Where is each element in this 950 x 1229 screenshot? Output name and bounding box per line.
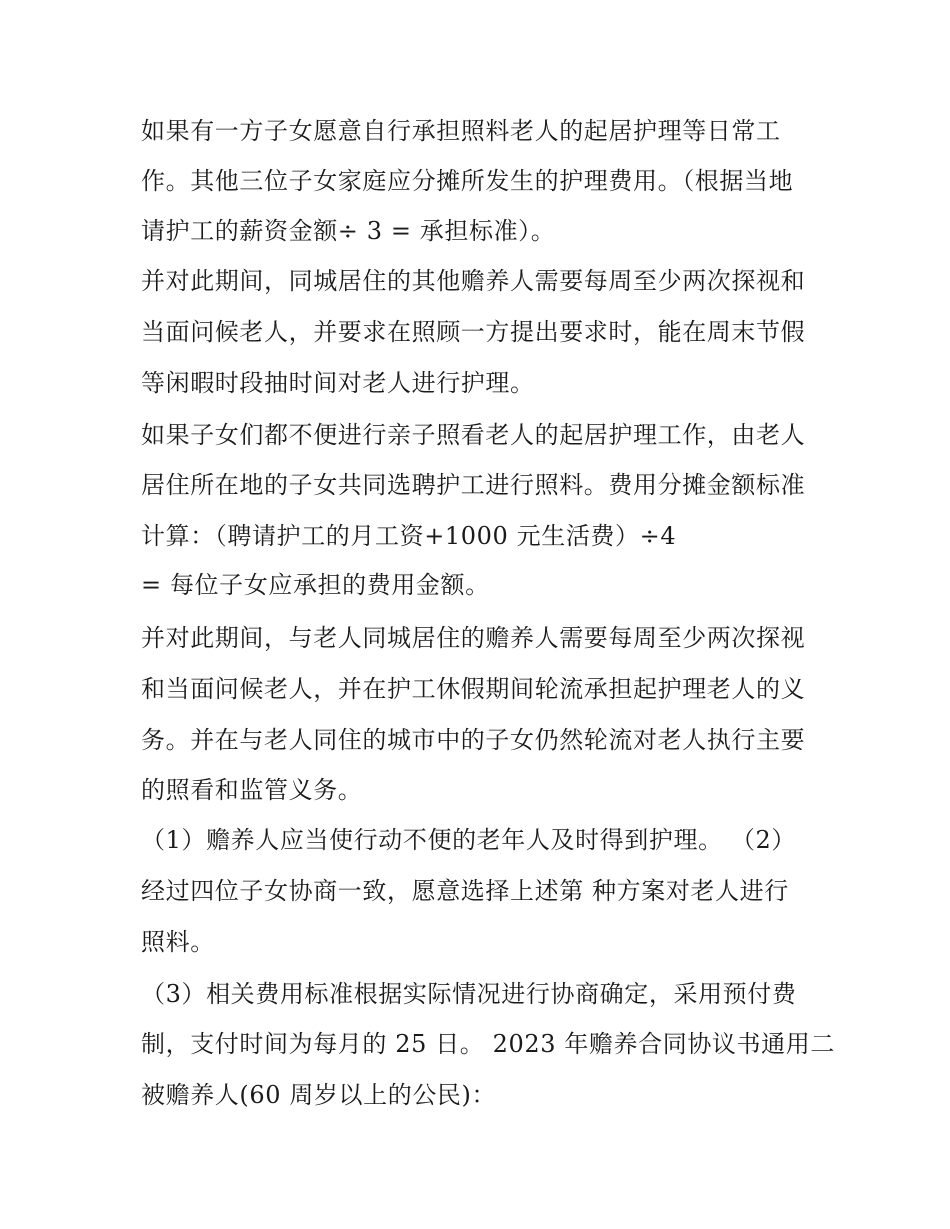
text-line: 和当面问候老人，并在护工休假期间轮流承担起护理老人的义 [141,675,806,703]
text-line: 的照看和监管义务。 [141,776,363,804]
text-line: 被赡养人(60 周岁以上的公民)： [141,1081,497,1109]
text-line: 居住所在地的子女共同选聘护工进行照料。费用分摊金额标准 [141,471,806,499]
text-line: （1）赡养人应当使行动不便的老年人及时得到护理。 （2） [141,826,796,854]
text-line: 等闲暇时段抽时间对老人进行护理。 [141,369,535,397]
text-line: 如果有一方子女愿意自行承担照料老人的起居护理等日常工 [141,117,781,145]
text-line: 制，支付时间为每月的 25 日。 2023 年赡养合同协议书通用二 [141,1030,835,1058]
text-line: 请护工的薪资金额÷ 3 = 承担标准）。 [141,217,556,245]
text-line: （3）相关费用标准根据实际情况进行协商确定，采用预付费 [141,980,797,1008]
text-line: 经过四位子女协商一致，愿意选择上述第 种方案对老人进行 [141,877,789,905]
text-line: = 每位子女应承担的费用金额。 [141,571,490,599]
text-line: 照料。 [141,928,215,956]
text-line: 并对此期间，与老人同城居住的赡养人需要每周至少两次探视 [141,624,806,652]
text-line: 务。并在与老人同住的城市中的子女仍然轮流对老人执行主要 [141,726,806,754]
text-line: 当面问候老人，并要求在照顾一方提出要求时，能在周末节假 [141,318,806,346]
text-line: 如果子女们都不便进行亲子照看老人的起居护理工作，由老人 [141,421,806,449]
text-line: 作。其他三位子女家庭应分摊所发生的护理费用。（根据当地 [141,167,794,195]
text-line: 计算：（聘请护工的月工资+1000 元生活费）÷4 [141,522,677,550]
text-line: 并对此期间，同城居住的其他赡养人需要每周至少两次探视和 [141,267,806,295]
